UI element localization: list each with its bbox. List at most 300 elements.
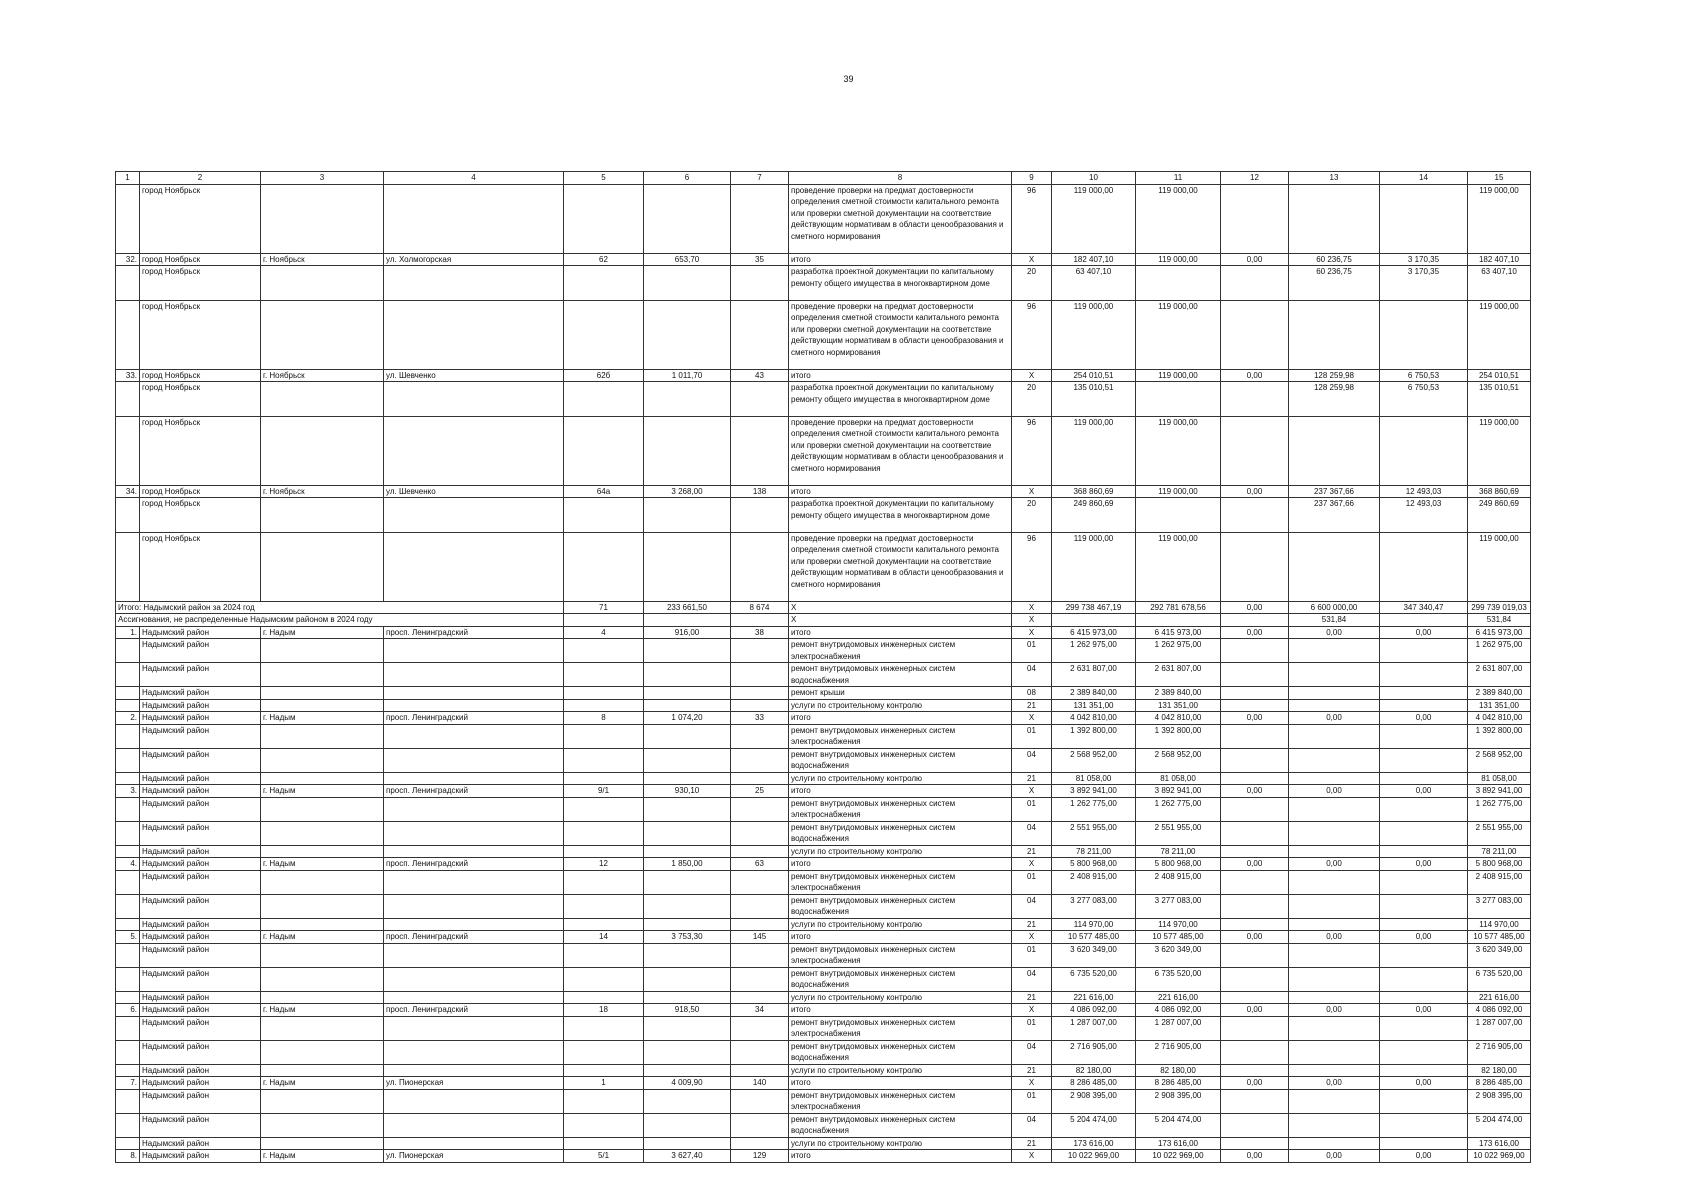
cell-result-cost: 4 086 092,00 <box>1468 1004 1531 1017</box>
column-number-12: 12 <box>1221 172 1289 185</box>
cell-municipal-cost <box>1289 943 1380 967</box>
cell-total-cost: 82 180,00 <box>1052 1064 1136 1077</box>
cell-settlement <box>261 1089 384 1113</box>
cell-result-cost: 1 287 007,00 <box>1468 1016 1531 1040</box>
cell-residents <box>731 300 789 369</box>
cell-budget-cost: 0,00 <box>1221 858 1289 871</box>
cell-settlement <box>261 1113 384 1137</box>
cell-municipality: Надымский район <box>140 1040 261 1064</box>
cell-result-cost: 114 970,00 <box>1468 918 1531 931</box>
table-row <box>116 485 1531 498</box>
table-row <box>116 943 1531 967</box>
cell-budget-cost: 0,00 <box>1221 626 1289 639</box>
cell-municipality: Надымский район <box>140 967 261 991</box>
cell-house <box>564 943 644 967</box>
cell-code: X <box>1012 369 1052 382</box>
cell-work-type: X <box>789 614 1012 627</box>
cell-settlement: г. Надым <box>261 1004 384 1017</box>
table-row <box>116 699 1531 712</box>
table-row <box>116 967 1531 991</box>
cell-house <box>564 416 644 485</box>
table-row <box>116 748 1531 772</box>
cell-house: 14 <box>564 931 644 944</box>
cell-work-type: проведение проверки на предмат достоверности определения сметной стоимости капитального ремонта или проверки сметной документации на соответствие действующим нормативам в области ценообразования и сметного нормирования <box>789 184 1012 253</box>
table-row <box>116 639 1531 663</box>
cell-work-type: услуги по строительному контролю <box>789 991 1012 1004</box>
table-row <box>116 663 1531 687</box>
cell-settlement: г. Надым <box>261 858 384 871</box>
cell-fund-cost: 119 000,00 <box>1136 369 1221 382</box>
cell-work-type: ремонт внутридомовых инженерных систем водоснабжения <box>789 1113 1012 1137</box>
cell-municipality: Надымский район <box>140 1004 261 1017</box>
cell-work-type: услуги по строительному контролю <box>789 699 1012 712</box>
cell-code: X <box>1012 626 1052 639</box>
table-row <box>116 845 1531 858</box>
cell-work-type: ремонт внутридомовых инженерных систем электроснабжения <box>789 724 1012 748</box>
cell-total-cost: 131 351,00 <box>1052 699 1136 712</box>
cell-budget-cost <box>1221 639 1289 663</box>
cell-owners-cost: 3 170,35 <box>1380 253 1468 266</box>
cell-budget-cost <box>1221 748 1289 772</box>
cell-house <box>564 845 644 858</box>
cell-work-type: итого <box>789 1150 1012 1163</box>
cell-municipality: город Ноябрьск <box>140 266 261 301</box>
cell-work-type: ремонт внутридомовых инженерных систем электроснабжения <box>789 943 1012 967</box>
table-row <box>116 712 1531 725</box>
cell-fund-cost <box>1136 382 1221 417</box>
cell-code: 21 <box>1012 991 1052 1004</box>
cell-area <box>644 748 731 772</box>
cell-house: 1 <box>564 1077 644 1090</box>
cell-fund-cost: 3 892 941,00 <box>1136 785 1221 798</box>
column-number-10: 10 <box>1052 172 1136 185</box>
cell-settlement <box>261 382 384 417</box>
cell-budget-cost: 0,00 <box>1221 1004 1289 1017</box>
cell-total-cost <box>1052 614 1136 627</box>
cell-total-cost: 2 551 955,00 <box>1052 821 1136 845</box>
cell-num <box>116 797 140 821</box>
cell-budget-cost <box>1221 1113 1289 1137</box>
cell-area <box>644 184 731 253</box>
cell-total-cost: 81 058,00 <box>1052 772 1136 785</box>
cell-total-cost: 2 631 807,00 <box>1052 663 1136 687</box>
cell-total-cost: 1 287 007,00 <box>1052 1016 1136 1040</box>
cell-num <box>116 1137 140 1150</box>
cell-total-cost: 5 800 968,00 <box>1052 858 1136 871</box>
cell-work-type: итого <box>789 253 1012 266</box>
cell-budget-cost <box>1221 918 1289 931</box>
cell-residents <box>731 797 789 821</box>
cell-owners-cost <box>1380 772 1468 785</box>
cell-street <box>384 382 564 417</box>
cell-residents <box>731 266 789 301</box>
cell-work-type: X <box>789 601 1012 614</box>
cell-code: 20 <box>1012 498 1052 533</box>
cell-owners-cost: 3 170,35 <box>1380 266 1468 301</box>
cell-settlement <box>261 845 384 858</box>
cell-code: 96 <box>1012 532 1052 601</box>
table-row <box>116 416 1531 485</box>
cell-residents <box>731 663 789 687</box>
cell-settlement <box>261 266 384 301</box>
cell-street: ул. Пионерская <box>384 1077 564 1090</box>
cell-municipal-cost <box>1289 748 1380 772</box>
cell-area: 3 753,30 <box>644 931 731 944</box>
cell-work-type: итого <box>789 1004 1012 1017</box>
cell-municipality: город Ноябрьск <box>140 416 261 485</box>
cell-total-cost: 119 000,00 <box>1052 300 1136 369</box>
cell-residents <box>731 748 789 772</box>
cell-work-type: ремонт внутридомовых инженерных систем водоснабжения <box>789 821 1012 845</box>
cell-municipality: Надымский район <box>140 894 261 918</box>
cell-fund-cost: 78 211,00 <box>1136 845 1221 858</box>
cell-result-cost: 2 551 955,00 <box>1468 821 1531 845</box>
cell-settlement <box>261 821 384 845</box>
table-row <box>116 1150 1531 1163</box>
cell-code: 01 <box>1012 797 1052 821</box>
cell-municipal-cost <box>1289 1016 1380 1040</box>
cell-settlement <box>261 748 384 772</box>
cell-street: ул. Шевченко <box>384 485 564 498</box>
cell-budget-cost <box>1221 614 1289 627</box>
cell-budget-cost <box>1221 870 1289 894</box>
cell-result-cost: 2 389 840,00 <box>1468 687 1531 700</box>
cell-work-type: итого <box>789 369 1012 382</box>
cell-result-cost: 299 739 019,03 <box>1468 601 1531 614</box>
cell-owners-cost: 6 750,53 <box>1380 369 1468 382</box>
cell-total-cost: 119 000,00 <box>1052 184 1136 253</box>
cell-budget-cost <box>1221 532 1289 601</box>
cell-budget-cost <box>1221 663 1289 687</box>
cell-house: 4 <box>564 626 644 639</box>
cell-municipality: Надымский район <box>140 1150 261 1163</box>
cell-total-cost: 1 262 975,00 <box>1052 639 1136 663</box>
cell-num <box>116 1016 140 1040</box>
cell-work-type: ремонт внутридомовых инженерных систем водоснабжения <box>789 748 1012 772</box>
cell-owners-cost <box>1380 870 1468 894</box>
cell-street <box>384 918 564 931</box>
cell-municipal-cost <box>1289 416 1380 485</box>
cell-code: X <box>1012 1150 1052 1163</box>
cell-code: 04 <box>1012 748 1052 772</box>
cell-work-type: проведение проверки на предмат достоверности определения сметной стоимости капитального ремонта или проверки сметной документации на соответствие действующим нормативам в области ценообразования и сметного нормирования <box>789 300 1012 369</box>
cell-settlement <box>261 894 384 918</box>
table-row <box>116 253 1531 266</box>
cell-work-type: разработка проектной документации по капитальному ремонту общего имущества в многоквартирном доме <box>789 266 1012 301</box>
cell-municipality: Надымский район <box>140 1113 261 1137</box>
column-number-9: 9 <box>1012 172 1052 185</box>
cell-municipality: город Ноябрьск <box>140 498 261 533</box>
cell-num: 5. <box>116 931 140 944</box>
cell-num <box>116 845 140 858</box>
cell-area <box>644 498 731 533</box>
cell-residents <box>731 772 789 785</box>
cell-result-cost: 5 800 968,00 <box>1468 858 1531 871</box>
cell-work-type: итого <box>789 712 1012 725</box>
cell-owners-cost <box>1380 663 1468 687</box>
cell-fund-cost: 6 415 973,00 <box>1136 626 1221 639</box>
cell-area <box>644 382 731 417</box>
cell-municipality: Надымский район <box>140 639 261 663</box>
table-row <box>116 300 1531 369</box>
cell-total-cost: 78 211,00 <box>1052 845 1136 858</box>
cell-municipal-cost: 0,00 <box>1289 931 1380 944</box>
cell-settlement <box>261 532 384 601</box>
cell-owners-cost: 0,00 <box>1380 858 1468 871</box>
cell-fund-cost: 1 262 775,00 <box>1136 797 1221 821</box>
cell-result-cost: 173 616,00 <box>1468 1137 1531 1150</box>
table-row <box>116 894 1531 918</box>
cell-num <box>116 1113 140 1137</box>
cell-owners-cost <box>1380 991 1468 1004</box>
cell-fund-cost: 3 277 083,00 <box>1136 894 1221 918</box>
cell-result-cost: 82 180,00 <box>1468 1064 1531 1077</box>
cell-residents: 43 <box>731 369 789 382</box>
cell-budget-cost <box>1221 1064 1289 1077</box>
cell-fund-cost: 2 631 807,00 <box>1136 663 1221 687</box>
cell-fund-cost: 119 000,00 <box>1136 532 1221 601</box>
cell-owners-cost <box>1380 532 1468 601</box>
cell-owners-cost <box>1380 699 1468 712</box>
table-row <box>116 382 1531 417</box>
table-row <box>116 687 1531 700</box>
cell-house: 5/1 <box>564 1150 644 1163</box>
cell-municipality: Надымский район <box>140 748 261 772</box>
cell-municipal-cost: 60 236,75 <box>1289 266 1380 301</box>
cell-work-type: услуги по строительному контролю <box>789 1064 1012 1077</box>
column-number-3: 3 <box>261 172 384 185</box>
cell-settlement <box>261 498 384 533</box>
cell-municipal-cost <box>1289 991 1380 1004</box>
cell-work-type: итого <box>789 485 1012 498</box>
cell-municipality: город Ноябрьск <box>140 369 261 382</box>
cell-result-cost: 6 735 520,00 <box>1468 967 1531 991</box>
cell-code: X <box>1012 712 1052 725</box>
cell-owners-cost <box>1380 821 1468 845</box>
cell-settlement <box>261 724 384 748</box>
cell-municipal-cost <box>1289 918 1380 931</box>
cell-owners-cost <box>1380 1040 1468 1064</box>
cell-num <box>116 266 140 301</box>
cell-area <box>644 1040 731 1064</box>
cell-municipal-cost: 237 367,66 <box>1289 498 1380 533</box>
table-row <box>116 1077 1531 1090</box>
cell-area <box>644 991 731 1004</box>
cell-area <box>644 967 731 991</box>
cell-municipality: город Ноябрьск <box>140 253 261 266</box>
cell-owners-cost <box>1380 184 1468 253</box>
cell-area <box>644 687 731 700</box>
cell-area: 930,10 <box>644 785 731 798</box>
cell-settlement: г. Ноябрьск <box>261 485 384 498</box>
cell-code: 21 <box>1012 845 1052 858</box>
cell-owners-cost: 0,00 <box>1380 712 1468 725</box>
cell-residents <box>731 498 789 533</box>
cell-budget-cost: 0,00 <box>1221 931 1289 944</box>
cell-street <box>384 967 564 991</box>
cell-fund-cost: 119 000,00 <box>1136 485 1221 498</box>
cell-result-cost: 135 010,51 <box>1468 382 1531 417</box>
cell-owners-cost <box>1380 687 1468 700</box>
cell-municipality: Надымский район <box>140 712 261 725</box>
cell-municipal-cost: 0,00 <box>1289 1077 1380 1090</box>
cell-result-cost: 2 408 915,00 <box>1468 870 1531 894</box>
cell-fund-cost: 1 287 007,00 <box>1136 1016 1221 1040</box>
cell-settlement <box>261 1137 384 1150</box>
cell-num <box>116 639 140 663</box>
cell-code: X <box>1012 1077 1052 1090</box>
cell-code: X <box>1012 1004 1052 1017</box>
cell-area: 1 011,70 <box>644 369 731 382</box>
table-row <box>116 1040 1531 1064</box>
cell-fund-cost: 119 000,00 <box>1136 184 1221 253</box>
cell-municipal-cost <box>1289 699 1380 712</box>
cell-owners-cost: 6 750,53 <box>1380 382 1468 417</box>
cell-settlement: г. Надым <box>261 785 384 798</box>
total-row <box>116 614 1531 627</box>
cell-fund-cost: 2 908 395,00 <box>1136 1089 1221 1113</box>
table-row <box>116 1089 1531 1113</box>
cell-house <box>564 918 644 931</box>
cell-budget-cost <box>1221 845 1289 858</box>
cell-budget-cost <box>1221 821 1289 845</box>
cell-num: 8. <box>116 1150 140 1163</box>
cell-code: X <box>1012 601 1052 614</box>
cell-area <box>644 416 731 485</box>
cell-total-cost: 10 022 969,00 <box>1052 1150 1136 1163</box>
cell-result-cost: 254 010,51 <box>1468 369 1531 382</box>
cell-total-cost: 5 204 474,00 <box>1052 1113 1136 1137</box>
cell-fund-cost <box>1136 498 1221 533</box>
column-number-13: 13 <box>1289 172 1380 185</box>
cell-settlement: г. Надым <box>261 712 384 725</box>
cell-work-type: ремонт внутридомовых инженерных систем водоснабжения <box>789 1040 1012 1064</box>
cell-municipality: Надымский район <box>140 931 261 944</box>
cell-work-type: ремонт внутридомовых инженерных систем электроснабжения <box>789 1016 1012 1040</box>
cell-work-type: ремонт внутридомовых инженерных систем электроснабжения <box>789 639 1012 663</box>
cell-street: просп. Ленинградский <box>384 712 564 725</box>
cell-residents <box>731 1016 789 1040</box>
cell-budget-cost <box>1221 772 1289 785</box>
cell-street: просп. Ленинградский <box>384 931 564 944</box>
cell-area: 4 009,90 <box>644 1077 731 1090</box>
cell-code: 04 <box>1012 821 1052 845</box>
cell-budget-cost <box>1221 894 1289 918</box>
cell-municipality: Надымский район <box>140 1137 261 1150</box>
cell-code: X <box>1012 931 1052 944</box>
cell-street <box>384 532 564 601</box>
cell-house <box>564 797 644 821</box>
cell-code: 96 <box>1012 184 1052 253</box>
cell-settlement <box>261 663 384 687</box>
cell-num: 6. <box>116 1004 140 1017</box>
cell-residents: 145 <box>731 931 789 944</box>
cell-budget-cost <box>1221 1137 1289 1150</box>
cell-total-cost: 173 616,00 <box>1052 1137 1136 1150</box>
cell-municipality: город Ноябрьск <box>140 485 261 498</box>
cell-street <box>384 991 564 1004</box>
cell-street <box>384 1040 564 1064</box>
cell-municipal-cost <box>1289 894 1380 918</box>
column-number-4: 4 <box>384 172 564 185</box>
cell-total-cost: 63 407,10 <box>1052 266 1136 301</box>
cell-area <box>644 1064 731 1077</box>
cell-result-cost: 3 620 349,00 <box>1468 943 1531 967</box>
cell-residents <box>731 943 789 967</box>
cell-area <box>644 532 731 601</box>
cell-municipal-cost <box>1289 1040 1380 1064</box>
cell-num <box>116 772 140 785</box>
table-row <box>116 1004 1531 1017</box>
cell-owners-cost: 0,00 <box>1380 785 1468 798</box>
cell-owners-cost: 0,00 <box>1380 1077 1468 1090</box>
cell-residents: 129 <box>731 1150 789 1163</box>
cell-house <box>564 300 644 369</box>
cell-residents <box>731 614 789 627</box>
page-number: 39 <box>843 74 854 84</box>
cell-residents <box>731 724 789 748</box>
cell-house <box>564 663 644 687</box>
cell-house <box>564 821 644 845</box>
cell-total-cost: 2 389 840,00 <box>1052 687 1136 700</box>
cell-fund-cost: 81 058,00 <box>1136 772 1221 785</box>
cell-residents: 63 <box>731 858 789 871</box>
cell-municipal-cost: 237 367,66 <box>1289 485 1380 498</box>
cell-num: 33. <box>116 369 140 382</box>
cell-house <box>564 748 644 772</box>
cell-code: X <box>1012 785 1052 798</box>
cell-municipality: город Ноябрьск <box>140 382 261 417</box>
cell-municipal-cost: 128 259,98 <box>1289 369 1380 382</box>
cell-municipal-cost: 0,00 <box>1289 1004 1380 1017</box>
cell-residents <box>731 967 789 991</box>
cell-area: 233 661,50 <box>644 601 731 614</box>
cell-settlement <box>261 967 384 991</box>
cell-area <box>644 845 731 858</box>
cell-settlement <box>261 1040 384 1064</box>
cell-residents: 8 674 <box>731 601 789 614</box>
cell-result-cost: 221 616,00 <box>1468 991 1531 1004</box>
cell-budget-cost <box>1221 416 1289 485</box>
cell-code: 04 <box>1012 1040 1052 1064</box>
table-row <box>116 369 1531 382</box>
cell-settlement <box>261 416 384 485</box>
cell-budget-cost <box>1221 266 1289 301</box>
cell-total-cost: 4 086 092,00 <box>1052 1004 1136 1017</box>
cell-owners-cost <box>1380 639 1468 663</box>
cell-budget-cost: 0,00 <box>1221 485 1289 498</box>
cell-residents <box>731 918 789 931</box>
cell-settlement <box>261 1016 384 1040</box>
cell-residents: 33 <box>731 712 789 725</box>
cell-residents <box>731 1089 789 1113</box>
total-row <box>116 601 1531 614</box>
cell-area <box>644 797 731 821</box>
cell-code: 01 <box>1012 639 1052 663</box>
cell-street: ул. Шевченко <box>384 369 564 382</box>
cell-num <box>116 821 140 845</box>
cell-result-cost: 3 892 941,00 <box>1468 785 1531 798</box>
cell-num <box>116 184 140 253</box>
table-row <box>116 1064 1531 1077</box>
cell-municipality: Надымский район <box>140 699 261 712</box>
cell-municipal-cost <box>1289 663 1380 687</box>
cell-budget-cost: 0,00 <box>1221 785 1289 798</box>
cell-area <box>644 918 731 931</box>
cell-code: 01 <box>1012 943 1052 967</box>
cell-house <box>564 184 644 253</box>
cell-work-type: итого <box>789 1077 1012 1090</box>
